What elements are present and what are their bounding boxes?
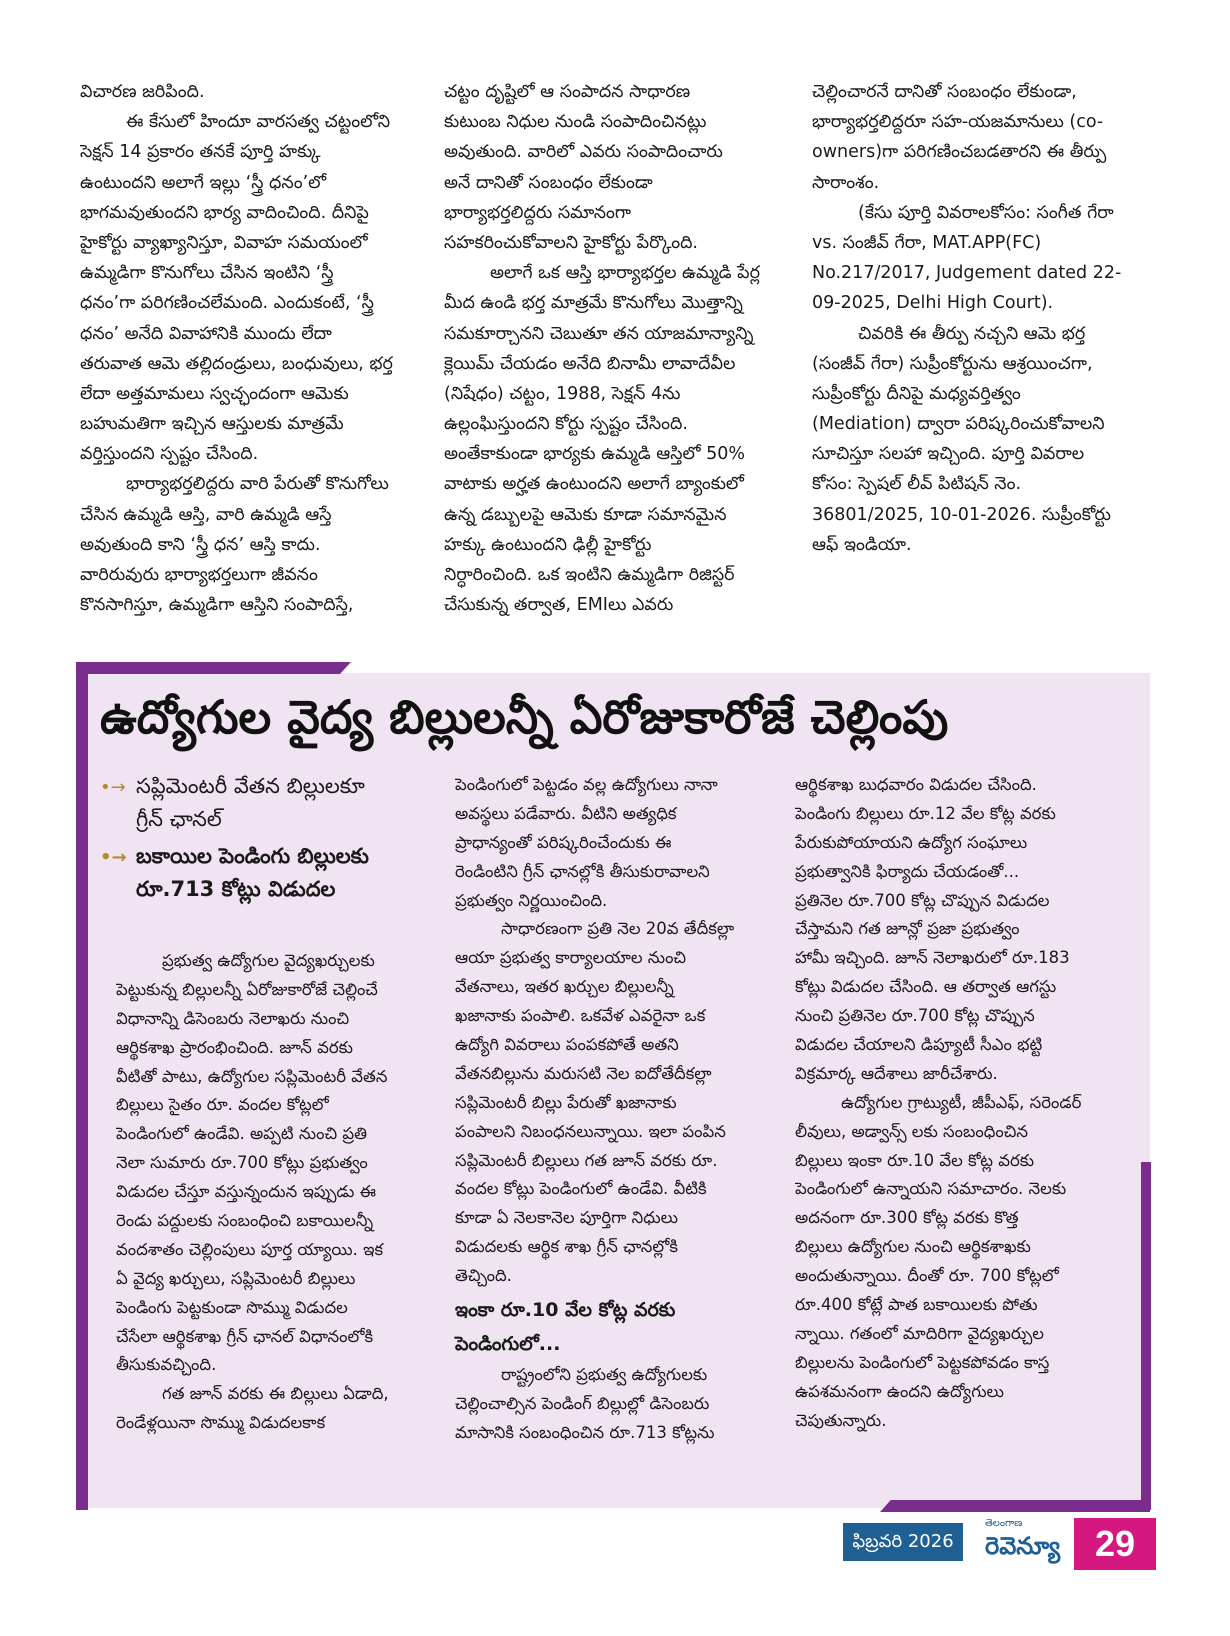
- text-line: చేసిన ఉమ్మడి ఆస్తి, వారి ఉమ్మడి ఆస్తే: [80, 504, 332, 525]
- text-line: చెల్లించాల్సిన పెండింగ్ బిల్లుల్లో డిసెంబరు: [455, 1393, 710, 1413]
- text-line: ప్రభుత్వ ఉద్యోగుల వైద్యఖర్చులకు: [162, 951, 375, 970]
- text-line: విడుదలకు ఆర్థిక శాఖ గ్రీన్ ఛానల్లోకి: [455, 1237, 679, 1257]
- text-line: ఆర్థికశాఖ ప్రారంభించింది. జూన్ వరకు: [116, 1037, 353, 1057]
- highlight-line: గ్రీన్ ఛానల్: [136, 807, 222, 831]
- text-line: అలాగే ఒక ఆస్తి భార్యాభర్తల ఉమ్మడి పేర్ల: [490, 263, 760, 284]
- text-line: ప్రభుత్వానికి ఫిర్యాదు చేయడంతో...: [795, 861, 1020, 881]
- text-line: కోసం: స్పెషల్ లీవ్ పిటిషన్ నెం.: [812, 474, 1022, 495]
- text-line: వారిరువురు భార్యాభర్తలుగా జీవనం: [80, 565, 318, 585]
- text-line: ఉన్న డబ్బులపై ఆమెకు కూడా సమానమైన: [444, 504, 727, 525]
- text-line: (సంజీవ్ గేరా) సుప్రీంకోర్టును ఆశ్రయించగా,: [812, 353, 1093, 374]
- feature-column-3: [795, 771, 1125, 1435]
- text-line: ఉంటుందని అలాగే ఇల్లు ‘స్త్రీ ధనం’లో: [80, 172, 327, 193]
- text-line: సప్లిమెంటరీ బిల్లులు గత జూన్ వరకు రూ.: [455, 1150, 718, 1170]
- text-line: రెండు పద్దులకు సంబంధించి బకాయిలన్నీ: [116, 1211, 374, 1231]
- text-line: వందశాతం చెల్లింపులు పూర్త య్యాయి. ఇక: [116, 1239, 384, 1259]
- text-line: నుంచి ప్రతినెల రూ.700 కోట్ల చొప్పున: [795, 1006, 1035, 1026]
- text-line: ఉమ్మడిగా కొనుగోలు చేసిన ఇంటిని ‘స్త్రీ: [80, 263, 334, 284]
- text-line: క్లెయిమ్ చేయడం అనేది బినామీ లావాదేవీల: [444, 353, 736, 374]
- text-line: సెక్షన్ 14 ప్రకారం తనకే పూర్తి హక్కు: [80, 142, 321, 163]
- text-line: వేతనాలు, ఇతర ఖర్చుల బిల్లులన్నీ: [455, 977, 674, 997]
- text-line: No.217/2017, Judgement dated 22-: [812, 263, 1122, 284]
- text-line: owners)గా పరిగణించబడతారని ఈ తీర్పు: [812, 142, 1107, 163]
- text-line: (Mediation) ద్వారా పరిష్కరించుకోవాలని: [812, 414, 1105, 435]
- text-line: అవుతుంది. వారిలో ఎవరు సంపాదించారు: [444, 142, 723, 163]
- text-line: వాటాకు అర్హత ఉంటుందని అలాగే బ్యాంకులో: [444, 474, 744, 495]
- text-line: తెచ్చింది.: [455, 1266, 512, 1286]
- feature-column-2: [455, 771, 760, 1448]
- feature-box-right-border: [1141, 1162, 1151, 1510]
- text-line: విధానాన్ని డిసెంబరు నెలాఖరు నుంచి: [116, 1008, 350, 1028]
- magazine-brand: రెవెన్యూ: [985, 1532, 1061, 1560]
- feature-box-bottom-border: [880, 1500, 1150, 1512]
- text-line: అవుతుంది కాని ‘స్త్రీ ధన’ ఆస్తి కాదు.: [80, 534, 321, 555]
- text-line: చేసుకున్న తర్వాత, EMIలు ఎవరు: [444, 595, 674, 616]
- text-line: ధనం’ అనేది వివాహానికి ముందు లేదా: [80, 323, 332, 344]
- text-line: ఉల్లంఘిస్తుందని కోర్టు స్పష్టం చేసింది.: [444, 414, 688, 435]
- text-line: చేస్తామని గత జూన్లో ప్రజా ప్రభుత్వం: [795, 919, 1020, 939]
- text-line: ఆర్థికశాఖ బుధవారం విడుదల చేసింది.: [795, 775, 1037, 794]
- text-line: కోట్లు విడుదల చేసింది. ఆ తర్వాత ఆగస్టు: [795, 977, 1057, 997]
- text-line: తీసుకువచ్చింది.: [116, 1355, 217, 1375]
- text-line: విచారణ జరిపింది.: [80, 82, 205, 102]
- text-line: అంతేకాకుండా భార్యకు ఉమ్మడి ఆస్తిలో 50%: [444, 444, 745, 465]
- feature-box-left-border: [76, 662, 88, 1510]
- text-line: సాధారణంగా ప్రతి నెల 20వ తేదీకల్లా: [501, 919, 735, 939]
- highlight-item: [100, 840, 420, 906]
- feature-subheading: [455, 1293, 760, 1361]
- text-line: పెండింగు పెట్టకుండా సొమ్ము విడుదల: [116, 1297, 348, 1317]
- text-line: బిల్లులు ఇంకా రూ.10 వేల కోట్ల వరకు: [795, 1150, 1035, 1170]
- text-line: న్నాయి. గతంలో మాదిరిగా వైద్యఖర్చుల: [795, 1323, 1045, 1343]
- text-line: సప్లిమెంటరీ బిల్లు పేరుతో ఖజానాకు: [455, 1092, 677, 1112]
- arrow-bullet-icon: •→: [100, 777, 126, 798]
- text-line: వర్తిస్తుందని స్పష్టం చేసింది.: [80, 444, 259, 465]
- text-line: కొనసాగిస్తూ, ఉమ్మడిగా ఆస్తిని సంపాదిస్తే,: [80, 595, 354, 616]
- text-line: 36801/2025, 10-01-2026. సుప్రీంకోర్టు: [812, 504, 1111, 525]
- feature-highlights: [100, 770, 420, 906]
- text-line: 09-2025, Delhi High Court).: [812, 293, 1054, 314]
- text-line: ధనం’గా పరిగణించలేమంది. ఎందుకంటే, ‘స్త్రీ: [80, 293, 374, 314]
- text-line: లేదా అత్తమామలు స్వచ్ఛందంగా ఆమెకు: [80, 383, 349, 404]
- text-line: అవస్థలు పడేవారు. వీటిని అత్యధిక: [455, 803, 677, 823]
- subheading-line: ఇంకా రూ.10 వేల కోట్ల వరకు: [455, 1299, 676, 1322]
- text-line: రెండింటిని గ్రీన్ ఛానల్లోకి తీసుకురావాలని: [455, 861, 710, 881]
- text-line: (నిషేధం) చట్టం, 1988, సెక్షన్ 4ను: [444, 383, 681, 404]
- highlight-line: రూ.713 కోట్లు విడుదల: [136, 877, 336, 901]
- text-line: కూడా ఏ నెలకానెల పూర్తిగా నిధులు: [455, 1208, 678, 1228]
- feature-headline: ఉద్యోగుల వైద్య బిల్లులన్నీ ఏరోజుకారోజే చెల్లింపు: [100, 690, 949, 744]
- text-line: ఏ వైద్య ఖర్చులు, సప్లిమెంటరీ బిల్లులు: [116, 1268, 356, 1288]
- text-line: ఈ కేసులో హిందూ వారసత్వ చట్టంలోని: [126, 112, 391, 133]
- top-article-column-1: [80, 77, 410, 620]
- text-line: ఉపశమనంగా ఉందని ఉద్యోగులు: [795, 1381, 1004, 1401]
- text-line: మాసానికి సంబంధించిన రూ.713 కోట్లను: [455, 1422, 715, 1442]
- text-line: ప్రతినెల రూ.700 కోట్ల చొప్పున విడుదల: [795, 890, 1050, 910]
- text-line: పెట్టుకున్న బిల్లులన్నీ ఏరోజుకారోజే చెల్లించే: [116, 979, 378, 999]
- highlight-line: బకాయిల పెండింగు బిల్లులకు: [136, 844, 369, 868]
- feature-column-2-body: [455, 771, 760, 1291]
- text-line: హైకోర్టు వ్యాఖ్యానిస్తూ, వివాహ సమయంలో: [80, 232, 368, 253]
- text-line: చట్టం దృష్టిలో ఆ సంపాదన సాధారణ: [444, 82, 691, 102]
- text-line: మీద ఉండి భర్త మాత్రమే కొనుగోలు మొత్తాన్ని: [444, 293, 743, 314]
- text-line: హక్కు ఉంటుందని ఢిల్లీ హైకోర్టు: [444, 534, 652, 555]
- text-line: చెపుతున్నారు.: [795, 1410, 887, 1430]
- text-line: చివరికి ఈ తీర్పు నచ్చని ఆమె భర్త: [858, 323, 1086, 344]
- text-line: పంపాలని నిబంధనలున్నాయి. ఇలా పంపిన: [455, 1121, 726, 1141]
- text-line: పేరుకుపోయాయని ఉద్యోగ సంఘాలు: [795, 832, 1028, 852]
- magazine-brand-tagline: తెలంగాణ: [985, 1518, 1023, 1529]
- text-line: ఆయా ప్రభుత్వ కార్యాలయాల నుంచి: [455, 948, 687, 968]
- arrow-bullet-icon: •→: [100, 847, 127, 868]
- text-line: పెండింగు బిల్లులు రూ.12 వేల కోట్ల వరకు: [795, 803, 1056, 823]
- text-line: విక్రమార్క ఆదేశాలు జారీచేశారు.: [795, 1063, 998, 1083]
- text-line: పెండింగులో ఉండేవి. అప్పటి నుంచి ప్రతి: [116, 1124, 368, 1144]
- text-line: పెండింగులో ఉన్నాయని సమాచారం. నెలకు: [795, 1179, 1067, 1199]
- text-line: విడుదల చేయాలని డిప్యూటీ సీఎం భట్టి: [795, 1035, 1043, 1055]
- text-line: అనే దానితో సంబంధం లేకుండా: [444, 172, 653, 193]
- text-line: సహకరించుకోవాలని హైకోర్టు పేర్కొంది.: [444, 232, 698, 253]
- text-line: వందల కోట్లు పెండింగులో ఉండేవి. వీటికి: [455, 1179, 707, 1199]
- text-line: ప్రభుత్వం నిర్ణయించింది.: [455, 890, 608, 910]
- text-line: సారాంశం.: [812, 172, 880, 193]
- text-line: చేసేలా ఆర్థికశాఖ గ్రీన్ ఛానల్ విధానంలోకి: [116, 1326, 374, 1346]
- text-line: రాష్ట్రంలోని ప్రభుత్వ ఉద్యోగులకు: [501, 1365, 708, 1385]
- text-line: అదనంగా రూ.300 కోట్ల వరకు కొత్త: [795, 1208, 1019, 1228]
- text-line: బిల్లులను పెండింగులో పెట్టకపోవడం కాస్త: [795, 1352, 1050, 1372]
- text-line: రూ.400 కోట్లే పాత బకాయిలకు పోతు: [795, 1295, 1038, 1315]
- text-line: ఉద్యోగి వివరాలు పంపకపోతే అతని: [455, 1035, 679, 1055]
- feature-box-top-border: [76, 662, 351, 674]
- text-line: తరువాత ఆమె తల్లిదండ్రులు, బంధువులు, భర్త: [80, 353, 393, 374]
- text-line: ఆఫ్ ఇండియా.: [812, 534, 912, 555]
- text-line: అందుతున్నాయి. దీంతో రూ. 700 కోట్లలో: [795, 1266, 1059, 1286]
- text-line: బిల్లులు సైతం రూ. వందల కోట్లలో: [116, 1095, 329, 1115]
- highlight-line: సప్లిమెంటరీ వేతన బిల్లులకూ: [136, 774, 365, 798]
- top-article-column-3: [812, 77, 1142, 560]
- highlight-item: [100, 770, 420, 836]
- top-article-column-2: [444, 77, 774, 620]
- text-line: నెలా సుమారు రూ.700 కోట్లు ప్రభుత్వం: [116, 1153, 368, 1173]
- issue-date: ఫిబ్రవరి 2026: [843, 1523, 963, 1561]
- text-line: ఖజానాకు పంపాలి. ఒకవేళ ఎవరైనా ఒక: [455, 1006, 706, 1026]
- text-line: ప్రాధాన్యంతో పరిష్కరించేందుకు ఈ: [455, 832, 672, 852]
- text-line: భార్యాభర్తలిద్దరు వారి పేరుతో కొనుగోలు: [126, 474, 389, 495]
- text-line: సుప్రీంకోర్టు దీనిపై మధ్యవర్తిత్వం: [812, 383, 1021, 404]
- subheading-line: పెండింగులో...: [455, 1333, 561, 1356]
- text-line: భార్యాభర్తలిద్దరూ సహ-యజమానులు (co-: [812, 112, 1104, 133]
- feature-column-1: [116, 947, 421, 1438]
- text-line: భార్యాభర్తలిద్దరు సమానంగా: [444, 202, 632, 223]
- text-line: నిర్ధారించింది. ఒక ఇంటిని ఉమ్మడిగా రిజిస్టర్: [444, 565, 735, 585]
- text-line: వీటితో పాటు, ఉద్యోగుల సప్లిమెంటరీ వేతన: [116, 1066, 388, 1086]
- text-line: కుటుంబ నిధుల నుండి సంపాదించినట్లు: [444, 112, 707, 133]
- text-line: గత జూన్ వరకు ఈ బిల్లులు ఏడాది,: [162, 1384, 389, 1404]
- page-number: 29: [1074, 1518, 1156, 1570]
- text-line: (కేసు పూర్తి వివరాలకోసం: సంగీత గేరా: [858, 202, 1114, 223]
- text-line: లీవులు, అడ్వాన్స్ లకు సంబంధించిన: [795, 1121, 1028, 1141]
- text-line: హామీ ఇచ్చింది. జూన్ నెలాఖరులో రూ.183: [795, 948, 1070, 968]
- text-line: చెల్లించారనే దానితో సంబంధం లేకుండా,: [812, 82, 1077, 102]
- text-line: బిల్లులు ఉద్యోగుల నుంచి ఆర్థికశాఖకు: [795, 1237, 1031, 1257]
- text-line: vs. సంజీవ్ గేరా, MAT.APP(FC): [812, 232, 1042, 253]
- text-line: పెండింగులో పెట్టడం వల్ల ఉద్యోగులు నానా: [455, 775, 718, 794]
- text-line: బహుమతిగా ఇచ్చిన ఆస్తులకు మాత్రమే: [80, 414, 344, 435]
- text-line: సమకూర్చానని చెబుతూ తన యాజమాన్యాన్ని: [444, 323, 754, 344]
- text-line: భాగమవుతుందని భార్య వాదించింది. దీనిపై: [80, 202, 369, 223]
- feature-column-2-continued: [455, 1361, 760, 1448]
- text-line: రెండేళ్లయినా సొమ్ము విడుదలకాక: [116, 1413, 326, 1433]
- text-line: ఉద్యోగుల గ్రాట్యుటీ, జీపీఎఫ్, సరెండర్: [841, 1092, 1082, 1112]
- text-line: వేతనబిల్లును మరుసటి నెల ఐదోతేదీకల్లా: [455, 1063, 712, 1083]
- text-line: సూచిస్తూ సలహా ఇచ్చింది. పూర్తి వివరాల: [812, 444, 1085, 465]
- text-line: విడుదల చేస్తూ వస్తున్నందున ఇప్పుడు ఈ: [116, 1182, 376, 1202]
